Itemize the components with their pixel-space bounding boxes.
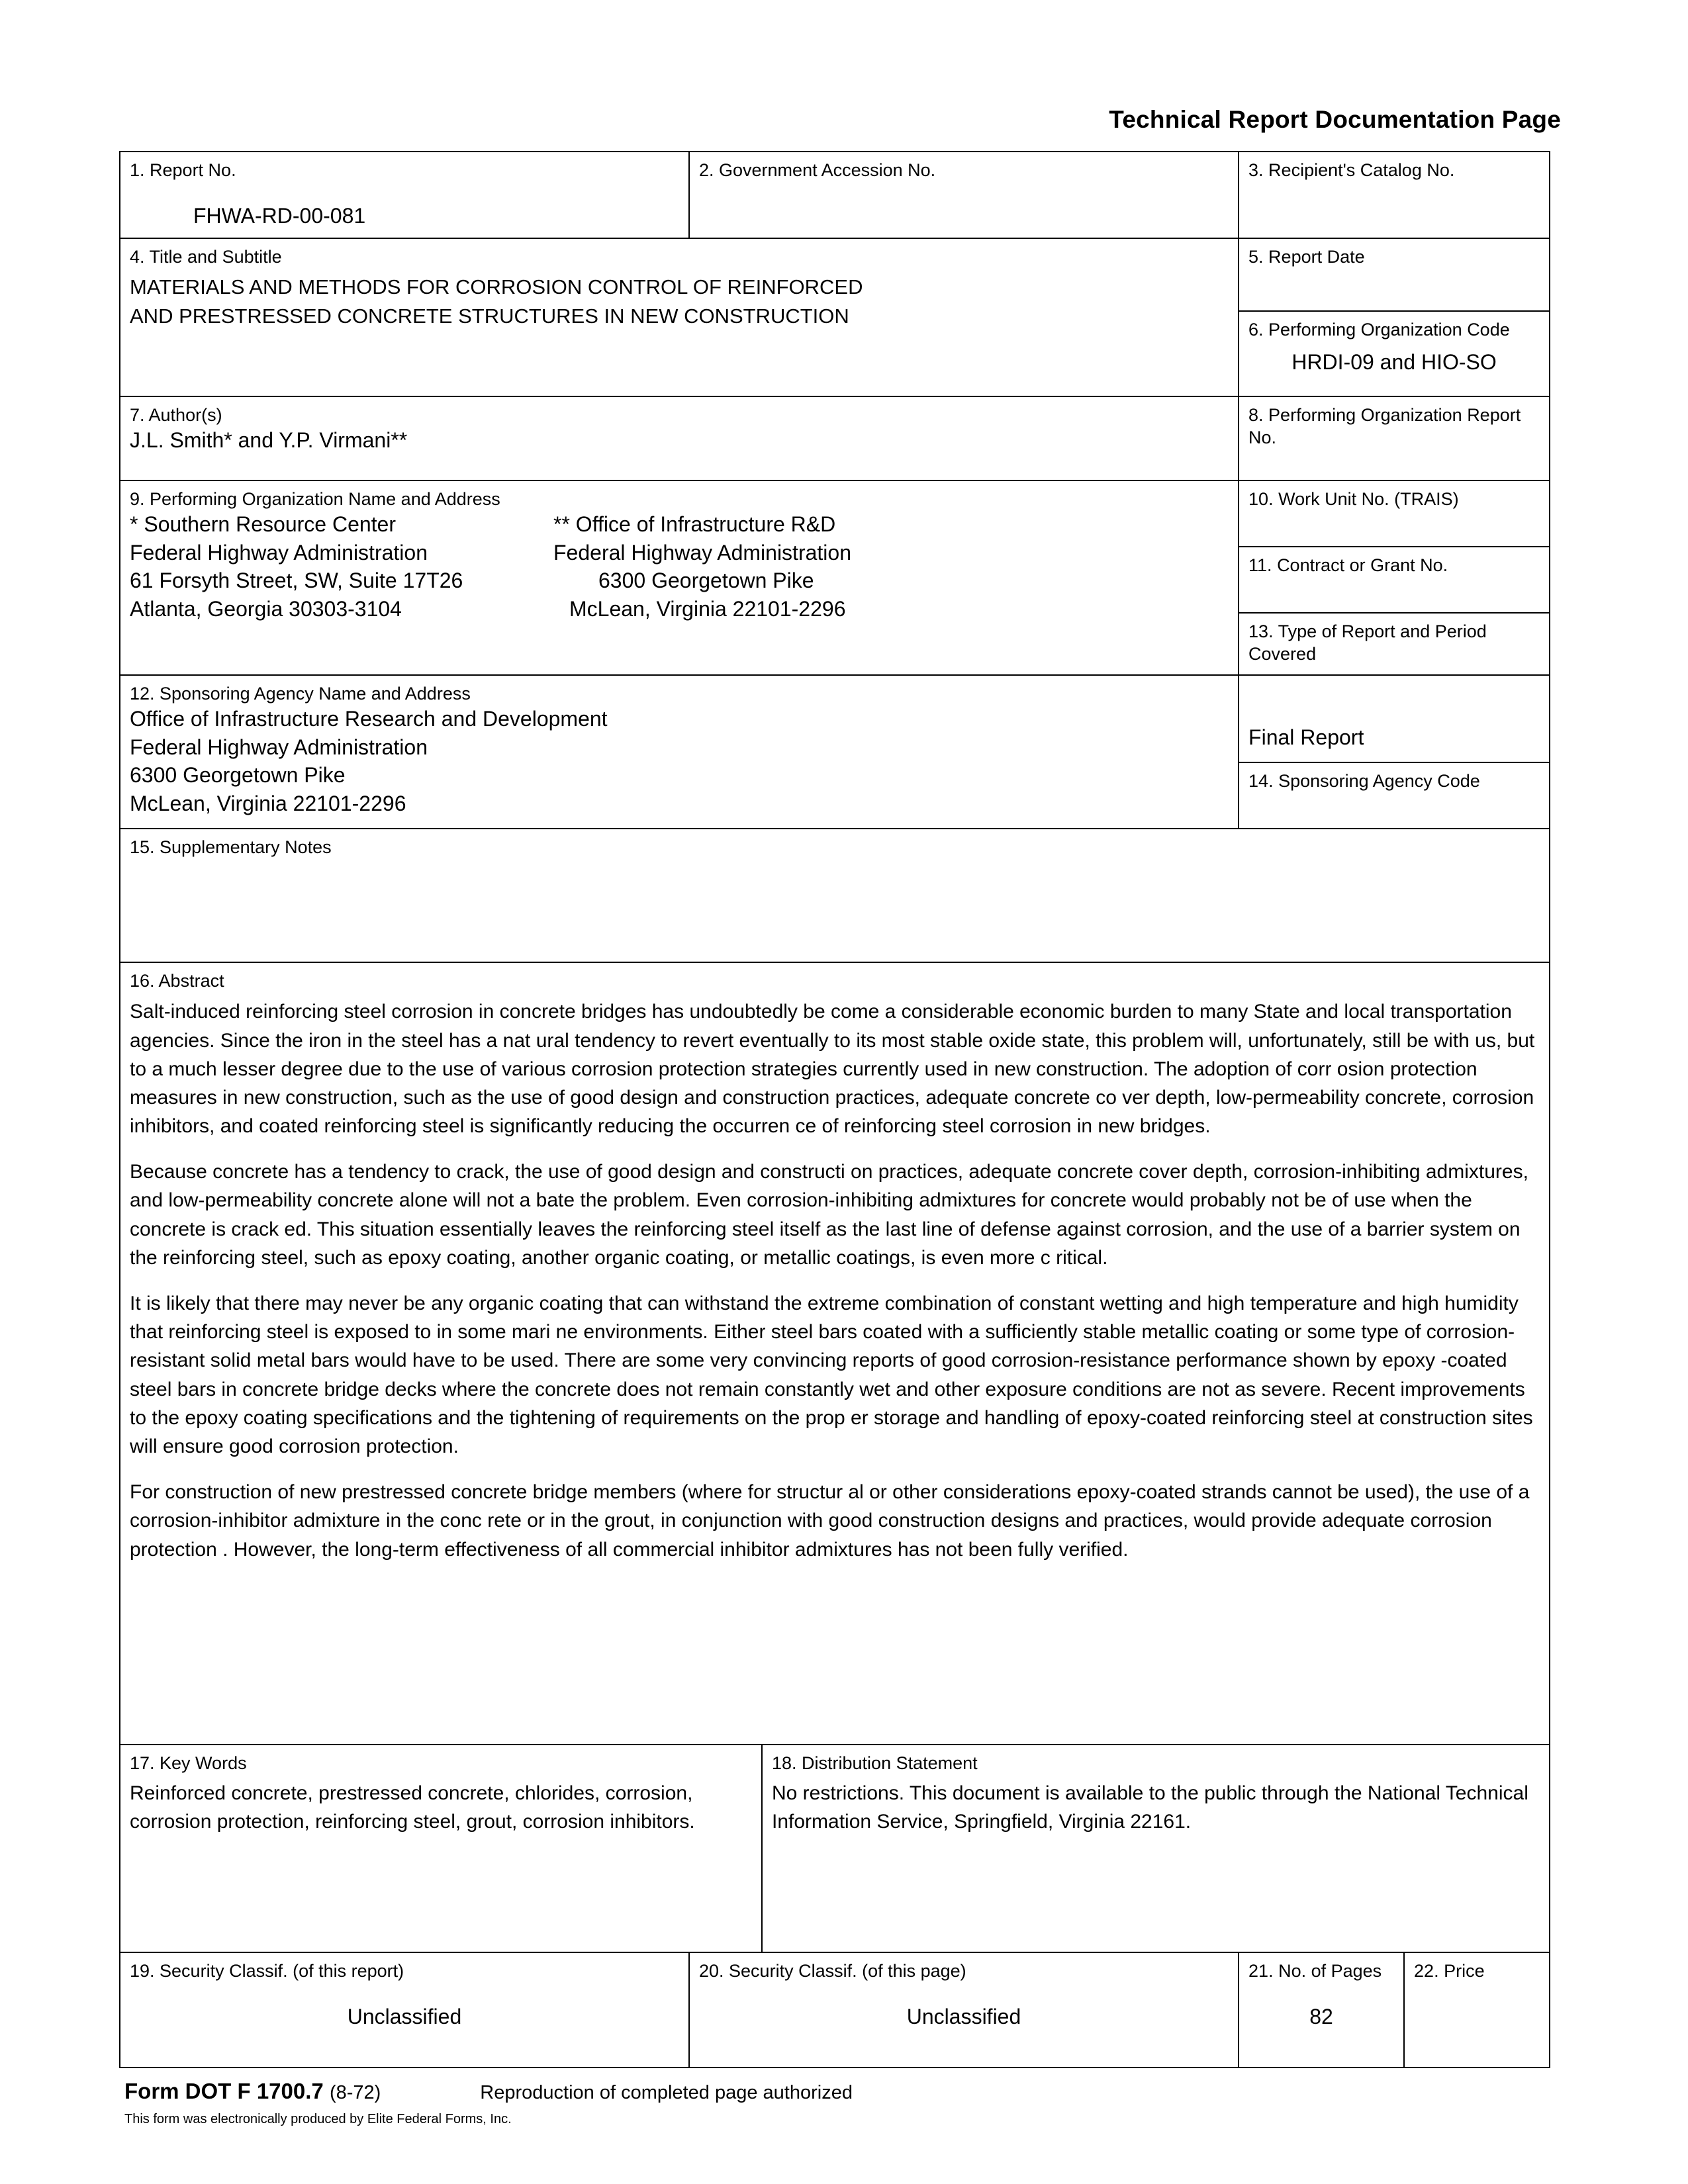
table-row [120,396,1550,480]
field-20-value: Unclassified [906,2005,1021,2029]
fineprint-note: This form was electronically produced by Elite Federal Forms, Inc. [124,2111,512,2126]
field-17-label: 17. Key Words [130,1752,247,1773]
report-documentation-table [119,151,1550,2068]
cell-sponsoring-agency-code [1239,762,1550,829]
cell-work-unit-no [1239,480,1550,547]
field-14-label: 14. Sponsoring Agency Code [1248,770,1480,791]
form-number [119,2079,381,2104]
field-7-label: 7. Author(s) [130,404,222,425]
field-9-right-line-2: 6300 Georgetown Pike [598,569,814,593]
cell-government-accession-no [689,152,1239,238]
cell-security-classif-report [120,1952,689,2068]
cell-key-words [120,1745,762,1952]
abstract-body [130,997,1540,1561]
field-9-right-line-3: McLean, Virginia 22101-2296 [569,596,846,621]
field-21-value: 82 [1309,2005,1333,2029]
cell-sponsoring-agency-name-address [120,675,1239,829]
abstract-paragraph: Salt-induced reinforcing steel corrosion in concrete bridges has undoubtedly be come a considerable economic burden to many State and local transportation agencies. Since the iron in the steel has a nat ural tendency to revert eventually to its most stable oxide state, this problem will, unfortunately, still be with us, but to a much lesser degree due to the use of various corrosion protection strategies currently used in new construction. The adoption of corr osion protection measures in new construction, such as the use of good design and construction practices, adequate concrete co ver depth, low-permeability concrete, corrosion inhibitors, and coated reinforcing steel is significantly reducing the occurren ce of reinforcing steel corrosion in new bridges. [130,1001,1535,1138]
field-13-value: Final Report [1248,725,1364,749]
field-12-line-3: McLean, Virginia 22101-2296 [130,791,406,815]
field-9-left-line-1: Federal Highway Administration [130,540,428,565]
field-22-label: 22. Price [1414,1960,1485,1981]
field-4-value-line1: MATERIALS AND METHODS FOR CORROSION CONTROL OF REINFORCED [130,275,863,298]
field-4-label: 4. Title and Subtitle [130,247,282,267]
cell-distribution-statement [762,1745,1550,1952]
field-6-value: HRDI-09 and HIO-SO [1291,349,1497,374]
field-9-left-line-2: 61 Forsyth Street, SW, Suite 17T26 [130,569,463,593]
field-18-value: No restrictions. This document is available to the public through the National Technical Information Service, Springfield, Virginia 22161. [772,1782,1528,1833]
form-footer [119,2079,1549,2127]
field-19-label: 19. Security Classif. (of this report) [130,1960,404,1981]
field-9-left-line-0: * Southern Resource Center [130,512,396,537]
field-18-label: 18. Distribution Statement [772,1752,978,1773]
field-1-label: 1. Report No. [130,160,236,180]
table-row [120,675,1550,762]
field-2-label: 2. Government Accession No. [699,160,936,180]
field-9-right-line-1: Federal Highway Administration [553,540,851,565]
cell-performing-org-name-address [120,480,1239,675]
table-row [120,1952,1550,2068]
field-1-value: FHWA-RD-00-081 [193,203,366,228]
field-2-value [699,202,1229,224]
field-3-label: 3. Recipient's Catalog No. [1248,160,1455,180]
field-5-label: 5. Report Date [1248,247,1365,267]
page-title: Technical Report Documentation Page [1109,106,1561,133]
field-12-label: 12. Sponsoring Agency Name and Address [130,683,471,704]
field-9-right-line-0: ** Office of Infrastructure R&D [553,512,836,537]
field-19-value: Unclassified [347,2005,462,2029]
table-row [120,480,1550,547]
abstract-paragraph: It is likely that there may never be any organic coating that can withstand the extreme combination of constant wetting and high temperature and high humidity that reinforcing steel is exposed to in some mari ne environments. Either steel bars coated with a sufficiently stable metallic coating or some type of corrosion-resistant solid metal bars would have to be used. There are some very convincing reports of good corrosion-resistance performance shown by epoxy -coated steel bars in concrete bridge decks where the concrete does not remain constantly wet and other exposure conditions are not as severe. Recent improvements to the epoxy coating specifications and the tightening of requirements on the prop er storage and handling of epoxy-coated reinforcing steel at construction sites will ensure good corrosion protection. [130,1293,1533,1457]
field-4-value-line2: AND PRESTRESSED CONCRETE STRUCTURES IN NEW CONSTRUCTION [130,304,849,328]
cell-authors [120,396,1239,480]
table-row [120,829,1550,962]
field-11-label: 11. Contract or Grant No. [1248,555,1448,575]
field-15-label: 15. Supplementary Notes [130,837,332,857]
reproduction-note: Reproduction of completed page authorized [480,2081,853,2103]
field-3-value [1248,202,1540,224]
field-17-value: Reinforced concrete, prestressed concrete, chlorides, corrosion, corrosion protection, reinforcing steel, grout, corrosion inhibitors. [130,1782,695,1833]
form-edition-text: (8-72) [329,2081,381,2103]
table-row [120,152,1550,238]
cell-security-classif-page [689,1952,1239,2068]
cell-type-of-report-value [1239,675,1550,762]
cell-type-of-report-label [1239,613,1550,675]
abstract-paragraph: Because concrete has a tendency to crack, the use of good design and constructi on practices, adequate concrete cover depth, corrosion-inhibiting admixtures, and low-permeability concrete alone will not a bate the problem. Even corrosion-inhibiting admixtures for concrete would probably not be of use when the concrete is crack ed. This situation essentially leaves the reinforcing steel itself as the last line of defense against corrosion, and the use of a barrier system on the reinforcing steel, such as epoxy coating, another organic coating, or metallic coatings, is even more c ritical. [130,1161,1528,1269]
field-10-label: 10. Work Unit No. (TRAIS) [1248,488,1459,509]
field-9-label: 9. Performing Organization Name and Address [130,488,500,509]
table-row [120,1745,1550,1952]
cell-abstract [120,962,1550,1745]
field-21-label: 21. No. of Pages [1248,1960,1382,1981]
field-7-value: J.L. Smith* and Y.P. Virmani** [130,428,408,453]
cell-contract-or-grant-no [1239,547,1550,613]
table-row [120,238,1550,311]
field-12-line-1: Federal Highway Administration [130,735,428,759]
form-number-text: Form DOT F 1700.7 [124,2078,324,2103]
field-16-label: 16. Abstract [130,970,224,991]
field-8-value [1248,449,1540,472]
cell-title-and-subtitle [120,238,1239,396]
cell-recipients-catalog-no [1239,152,1550,238]
cell-supplementary-notes [120,829,1550,962]
field-9-left-line-3: Atlanta, Georgia 30303-3104 [130,596,402,621]
field-20-label: 20. Security Classif. (of this page) [699,1960,966,1981]
field-6-label: 6. Performing Organization Code [1248,320,1510,340]
table-row [120,962,1550,1745]
cell-no-of-pages [1239,1952,1404,2068]
cell-performing-org-code [1239,311,1550,396]
field-13-label: 13. Type of Report and Period Covered [1248,621,1487,664]
field-8-label: 8. Performing Organization Report No. [1248,404,1521,448]
cell-price [1404,1952,1550,2068]
field-12-line-2: 6300 Georgetown Pike [130,763,346,788]
cell-report-no [120,152,689,238]
abstract-paragraph: For construction of new prestressed concrete bridge members (where for structur al or other considerations epoxy-coated strands cannot be used), the use of a corrosion-inhibitor admixture in the conc rete or in the grout, in conjunction with good construction designs and practices, would provide adequate corrosion protection . However, the long-term effectiveness of all commercial inhibitor admixtures has not been fully verified. [130,1481,1530,1561]
cell-report-date [1239,238,1550,311]
cell-performing-org-report-no [1239,396,1550,480]
field-12-line-0: Office of Infrastructure Research and Development [130,707,608,731]
